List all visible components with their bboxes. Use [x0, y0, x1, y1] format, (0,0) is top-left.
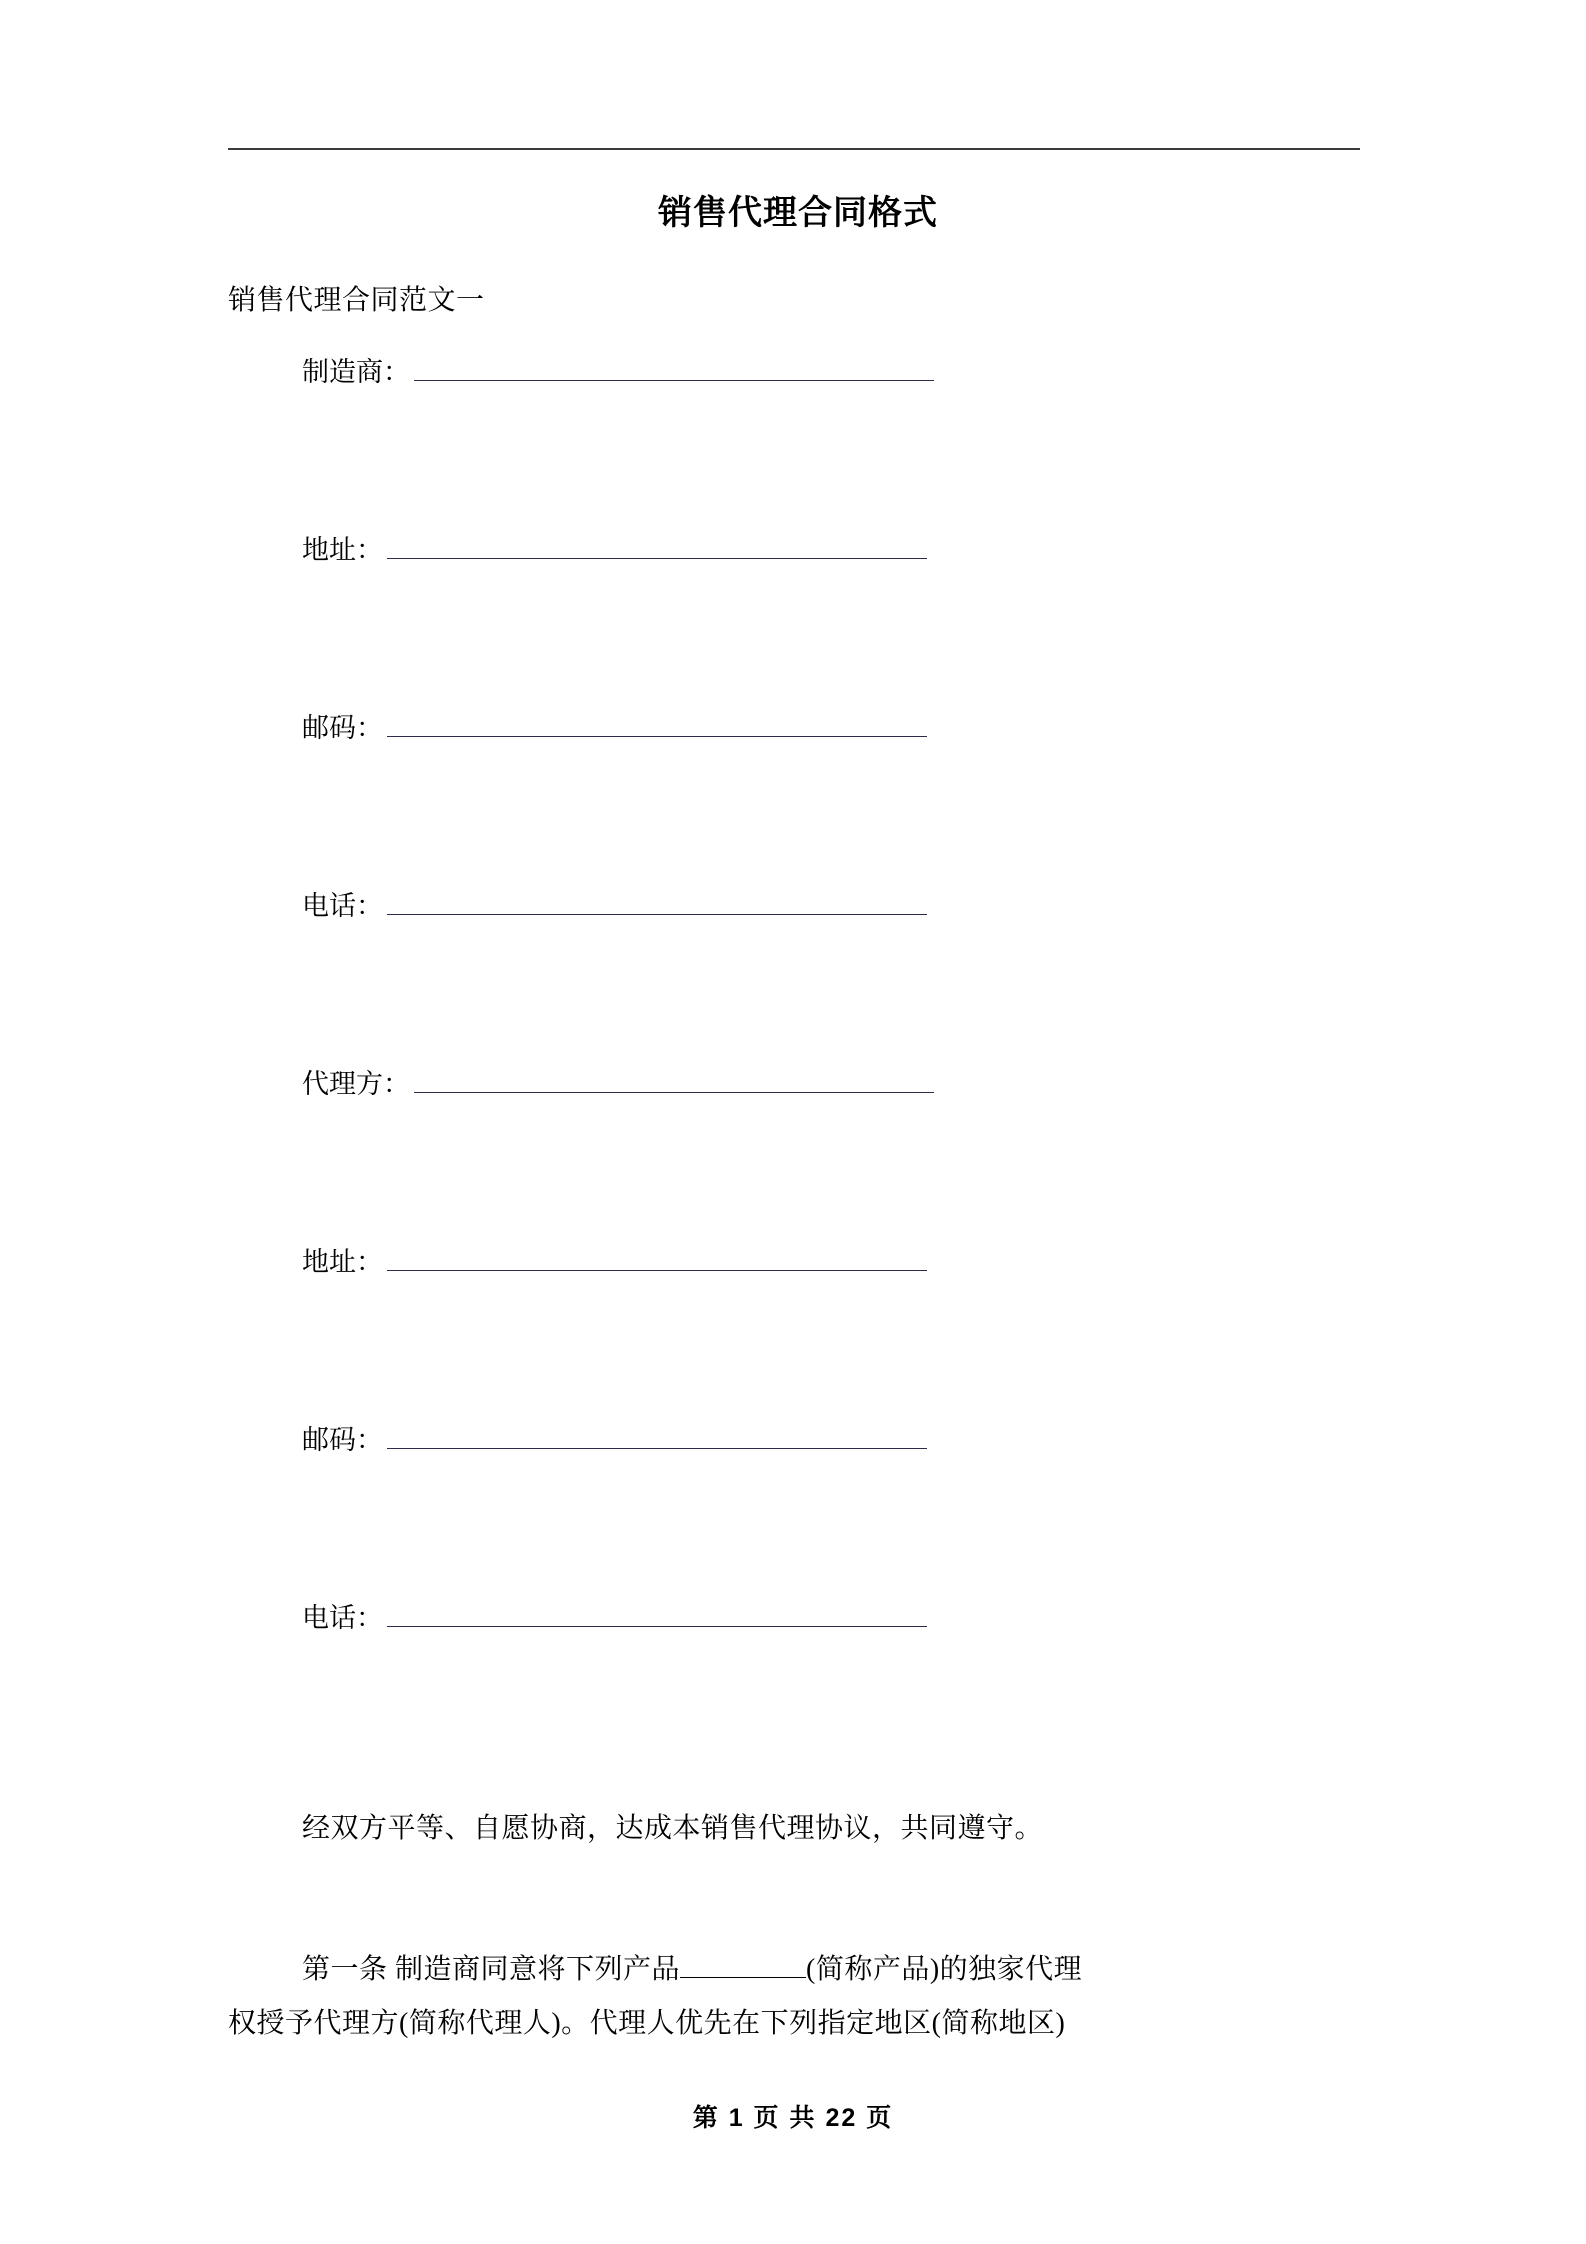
field-agent-address-label: 地址： — [302, 1247, 383, 1277]
document-subtitle: 销售代理合同范文一 — [228, 285, 485, 316]
field-agent-zip — [228, 1424, 1368, 1602]
header-divider — [228, 148, 1360, 150]
field-agent-zip-input[interactable] — [387, 1426, 927, 1449]
field-agent-phone — [228, 1602, 1368, 1780]
field-agent-phone-input[interactable] — [387, 1604, 927, 1627]
article-one-after-blank: (简称产品)的独家代理 — [806, 1953, 1083, 1985]
field-manufacturer-zip-label: 邮码： — [302, 713, 383, 743]
article-one-product-blank[interactable] — [680, 1957, 806, 1978]
field-manufacturer-address — [228, 534, 1368, 712]
field-agent-phone-label: 电话： — [302, 1603, 383, 1633]
field-manufacturer-input[interactable] — [414, 358, 934, 381]
field-agent-label: 代理方： — [302, 1069, 410, 1099]
field-manufacturer — [228, 356, 1368, 534]
field-manufacturer-phone-input[interactable] — [387, 892, 927, 915]
field-manufacturer-address-input[interactable] — [387, 536, 927, 559]
field-agent-address-input[interactable] — [387, 1248, 927, 1271]
field-manufacturer-phone-label: 电话： — [302, 891, 383, 921]
field-manufacturer-address-label: 地址： — [302, 535, 383, 565]
field-agent-zip-label: 邮码： — [302, 1425, 383, 1455]
page-title: 销售代理合同格式 — [658, 194, 938, 232]
field-manufacturer-zip — [228, 712, 1368, 890]
article-one-lead: 第一条 制造商同意将下列产品 — [302, 1953, 681, 1985]
field-manufacturer-label: 制造商： — [302, 357, 410, 387]
field-agent — [228, 1068, 1368, 1246]
field-manufacturer-zip-input[interactable] — [387, 714, 927, 737]
agreement-paragraph: 经双方平等、自愿协商，达成本销售代理协议，共同遵守。 — [302, 1813, 1044, 1844]
field-manufacturer-phone — [228, 890, 1368, 1068]
page-footer: 第 1 页 共 22 页 — [692, 2104, 894, 2132]
field-agent-address — [228, 1246, 1368, 1424]
article-one-line-two: 权授予代理方(简称代理人)。代理人优先在下列指定地区(简称地区) — [228, 2008, 1066, 2040]
article-one-paragraph — [228, 1943, 1368, 2052]
field-agent-input[interactable] — [414, 1070, 934, 1093]
document-content — [228, 185, 1368, 2052]
